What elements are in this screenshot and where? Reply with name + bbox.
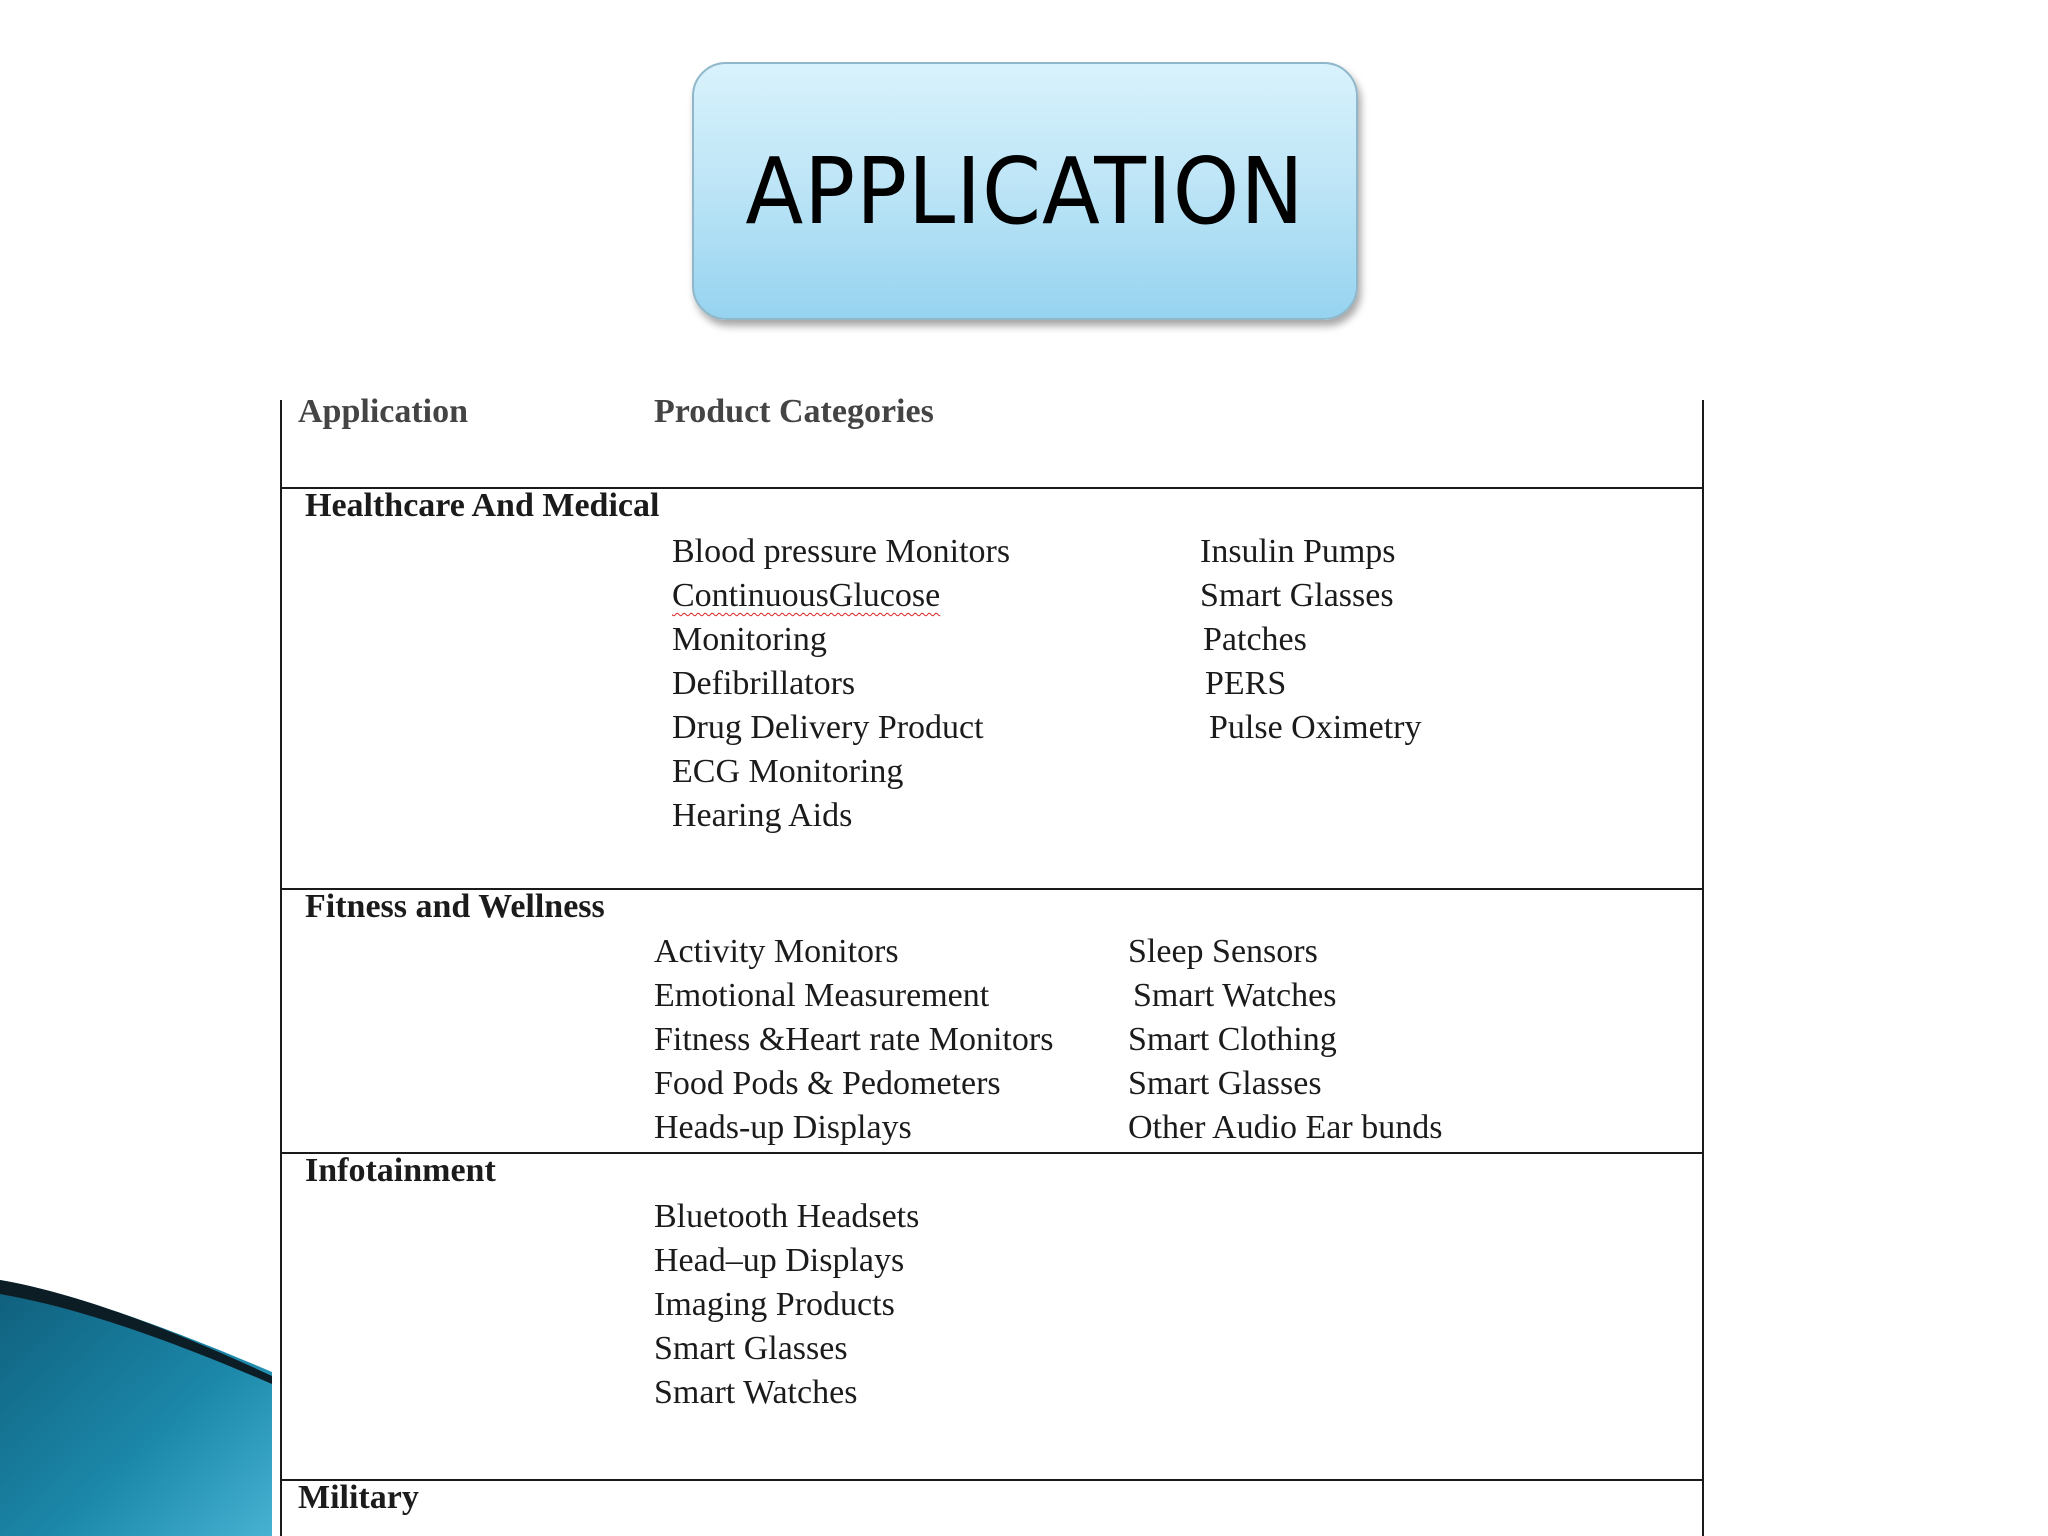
decorative-swoosh xyxy=(0,1280,280,1536)
list-item: Smart Glasses xyxy=(1128,1065,1322,1102)
list-item: PERS xyxy=(1205,665,1287,702)
list-item: Hearing Aids xyxy=(672,797,853,834)
list-item: Patches xyxy=(1203,621,1307,658)
list-item: Smart Watches xyxy=(1133,977,1337,1014)
list-item: ContinuousGlucose xyxy=(672,577,941,614)
list-item: Bluetooth Headsets xyxy=(654,1198,920,1235)
list-item: Insulin Pumps xyxy=(1200,533,1396,570)
list-item: Drug Delivery Product xyxy=(672,709,984,746)
list-item: Imaging Products xyxy=(654,1286,895,1323)
list-item: Smart Glasses xyxy=(654,1330,848,1367)
healthcare-products-col2 xyxy=(1200,530,1421,750)
section-military-title: Military xyxy=(298,1479,419,1516)
list-item: Smart Watches xyxy=(654,1374,858,1411)
list-item: Monitoring xyxy=(672,621,827,658)
list-item: Pulse Oximetry xyxy=(1209,709,1422,746)
section-infotainment-title: Infotainment xyxy=(305,1152,496,1189)
infotainment-products xyxy=(654,1195,919,1415)
section-healthcare-title: Healthcare And Medical xyxy=(305,487,660,524)
list-item: Heads-up Displays xyxy=(654,1109,912,1146)
header-product-categories: Product Categories xyxy=(654,393,934,430)
row-divider xyxy=(280,1479,1704,1481)
list-item: Smart Glasses xyxy=(1200,577,1394,614)
list-item: Emotional Measurement xyxy=(654,977,990,1014)
list-item: Head–up Displays xyxy=(654,1242,905,1279)
title-box xyxy=(692,62,1358,320)
list-item: Blood pressure Monitors xyxy=(672,533,1011,570)
header-application: Application xyxy=(298,393,469,430)
slide-title: APPLICATION xyxy=(745,137,1305,245)
healthcare-products-col1 xyxy=(672,530,1010,838)
list-item: Sleep Sensors xyxy=(1128,933,1318,970)
section-fitness-title: Fitness and Wellness xyxy=(305,888,605,925)
list-item: Fitness &Heart rate Monitors xyxy=(654,1021,1054,1058)
list-item: Other Audio Ear bunds xyxy=(1128,1109,1443,1146)
list-item: Smart Clothing xyxy=(1128,1021,1337,1058)
list-item: Defibrillators xyxy=(672,665,856,702)
list-item: Activity Monitors xyxy=(654,933,899,970)
fitness-products-col2 xyxy=(1128,930,1442,1150)
fitness-products-col1 xyxy=(654,930,1053,1150)
list-item: Food Pods & Pedometers xyxy=(654,1065,1001,1102)
list-item: ECG Monitoring xyxy=(672,753,904,790)
